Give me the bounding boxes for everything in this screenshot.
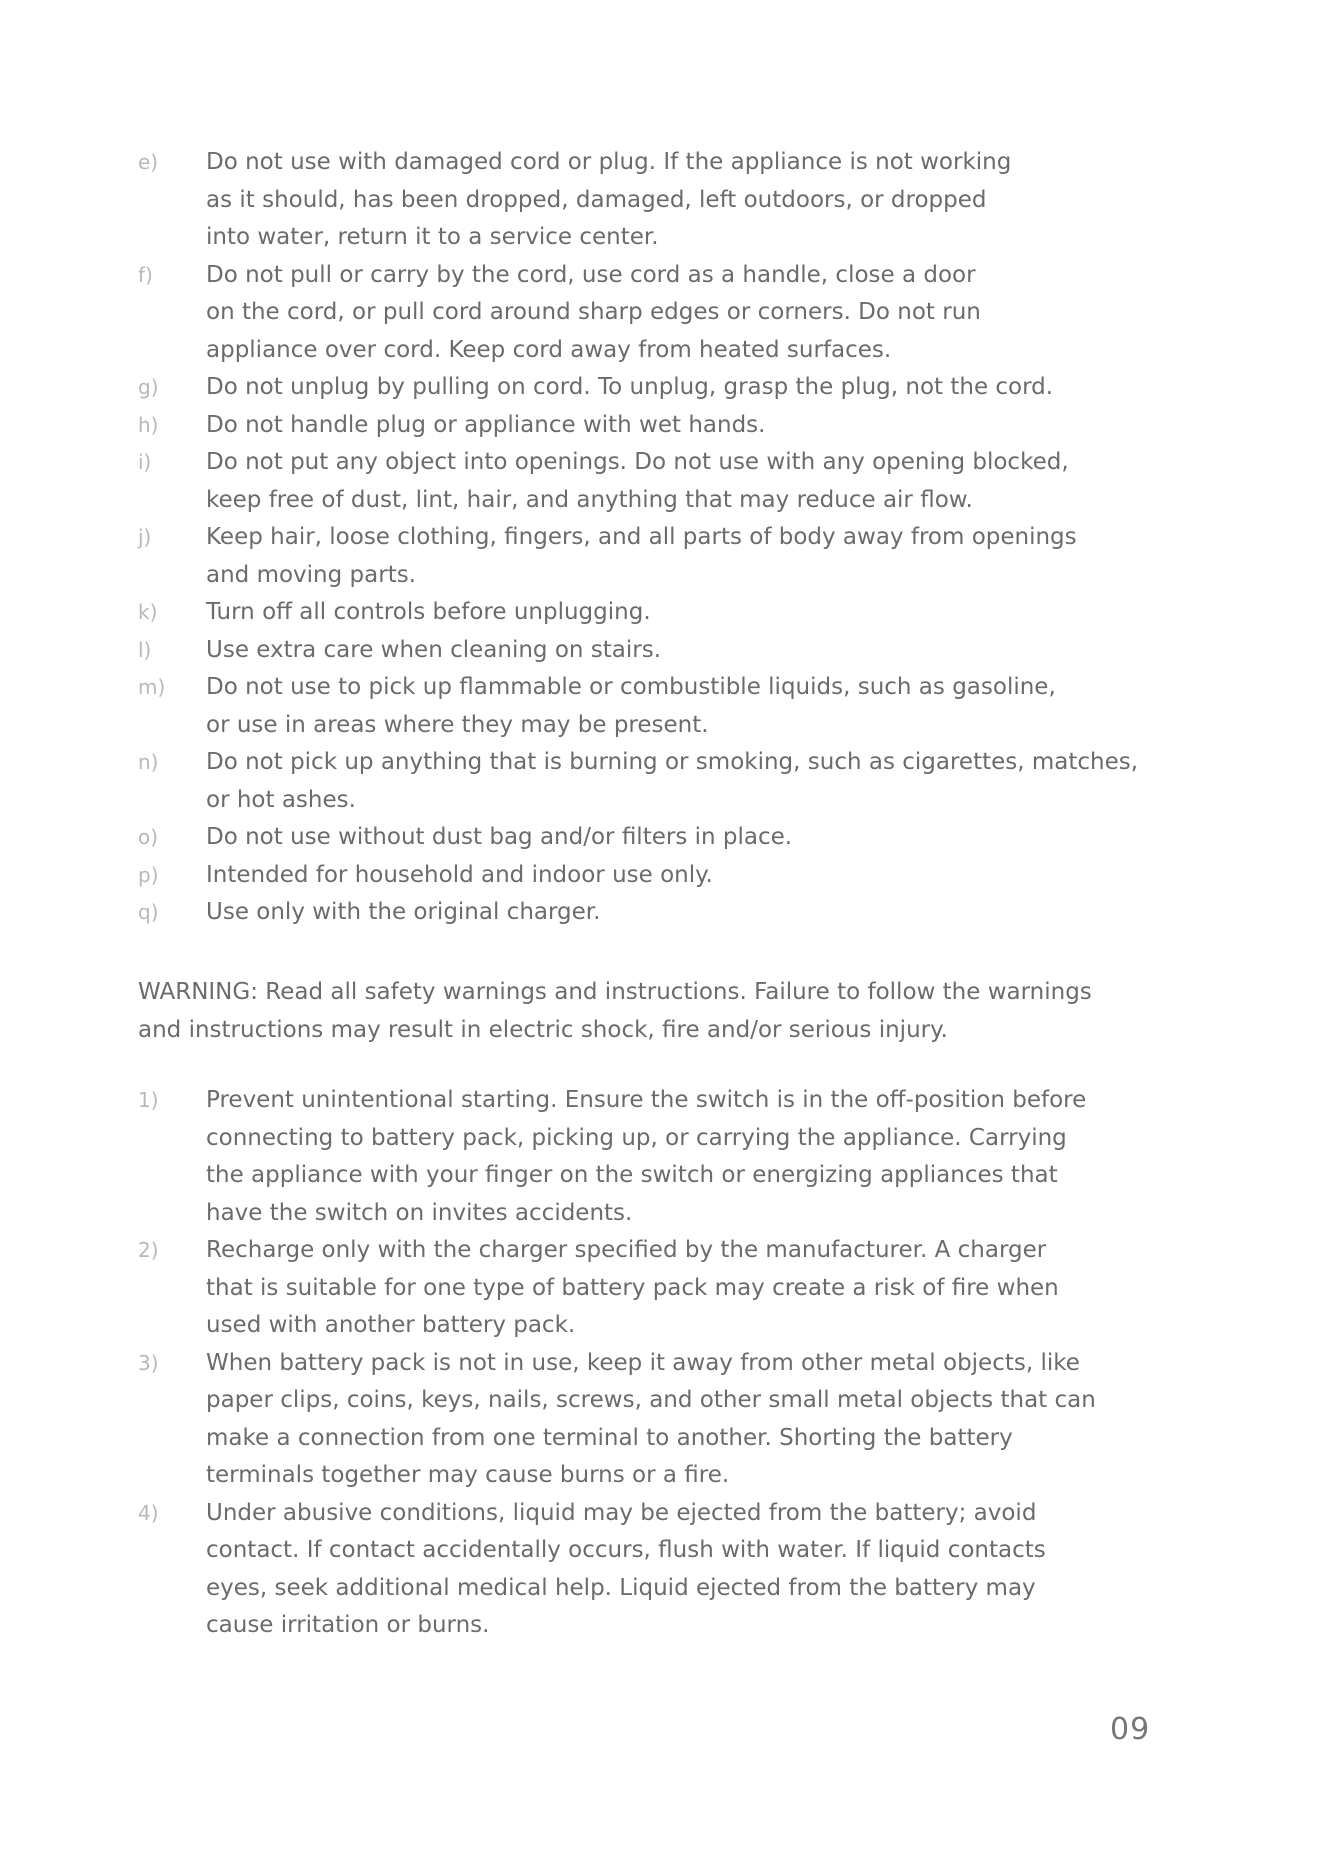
list-marker: m) bbox=[138, 675, 166, 699]
list-item bbox=[138, 519, 1248, 594]
list-item bbox=[138, 1495, 1248, 1645]
list-item-text: Use only with the original charger. bbox=[206, 899, 601, 925]
list-item-text: Do not handle plug or appliance with wet hands. bbox=[206, 411, 766, 438]
list-marker: g) bbox=[138, 375, 159, 399]
list-item-text: Do not pull or carry by the cord, use cord as a handle, close a door on the cord, or pull cord around sharp edges or corners. Do not run appliance over cord. Keep cord away from heated surfaces. bbox=[206, 261, 981, 363]
list-item-text: Prevent unintentional starting. Ensure the switch is in the off-position before connecting to battery pack, picking up, or carrying the appliance. Carrying the appliance with your finger on the switch or energizing appliances that have the switch on invites accidents. bbox=[206, 1087, 1087, 1226]
list-item bbox=[138, 669, 1248, 744]
list-marker: k) bbox=[138, 600, 158, 624]
warning-paragraph: WARNING: Read all safety warnings and instructions. Failure to follow the warnings and instructions may result in electric shock, fire and/or serious injury. bbox=[138, 979, 1092, 1043]
list-item-text: Use extra care when cleaning on stairs. bbox=[206, 636, 662, 663]
list-item bbox=[138, 1345, 1248, 1495]
list-item-text: Do not pick up anything that is burning or smoking, such as cigarettes, matches, or hot ashes. bbox=[206, 749, 1139, 813]
page-number: 09 bbox=[1110, 1712, 1151, 1747]
list-marker: o) bbox=[138, 825, 159, 849]
list-item-text: Keep hair, loose clothing, fingers, and all parts of body away from openings and moving parts. bbox=[206, 524, 1077, 588]
list-marker: j) bbox=[138, 525, 152, 549]
list-item bbox=[138, 632, 1248, 670]
list-marker: f) bbox=[138, 262, 153, 287]
list-marker: 3) bbox=[138, 1350, 159, 1375]
list-marker: 4) bbox=[138, 1500, 159, 1525]
list-item-text: Turn off all controls before unplugging. bbox=[206, 599, 651, 625]
list-marker: h) bbox=[138, 412, 159, 437]
list-item-text: Do not unplug by pulling on cord. To unplug, grasp the plug, not the cord. bbox=[206, 374, 1054, 400]
list-marker: n) bbox=[138, 750, 159, 774]
list-item-text: Recharge only with the charger specified by the manufacturer. A charger that is suitable for one type of battery pack may create a risk of fire when used with another battery pack. bbox=[206, 1237, 1059, 1338]
list-item bbox=[138, 857, 1248, 895]
list-item-text: When battery pack is not in use, keep it away from other metal objects, like paper clips, coins, keys, nails, screws, and other small metal objects that can make a connection from one terminal to another. Shorting the battery terminals together may cause burns or a fire. bbox=[206, 1349, 1096, 1488]
list-item-text: Do not use with damaged cord or plug. If the appliance is not working as it should, has been dropped, damaged, left outdoors, or dropped into water, return it to a service center. bbox=[206, 149, 1012, 250]
list-item bbox=[138, 744, 1248, 819]
list-item-text: Intended for household and indoor use only. bbox=[206, 861, 713, 888]
list-item bbox=[138, 819, 1248, 857]
list-item bbox=[138, 369, 1248, 407]
list-item bbox=[138, 144, 1248, 257]
list-marker: q) bbox=[138, 900, 159, 924]
list-marker: p) bbox=[138, 862, 159, 887]
list-item bbox=[138, 444, 1248, 519]
list-item-text: Do not put any object into openings. Do not use with any opening blocked, keep free of dust, lint, hair, and anything that may reduce air flow. bbox=[206, 449, 1069, 513]
list-item-text: Do not use to pick up flammable or combustible liquids, such as gasoline, or use in areas where they may be present. bbox=[206, 674, 1056, 738]
list-item-text: Under abusive conditions, liquid may be ejected from the battery; avoid contact. If contact accidentally occurs, flush with water. If liquid contacts eyes, seek additional medical help. Liquid ejected from the battery may cause irritation or burns. bbox=[206, 1499, 1046, 1638]
list-item bbox=[138, 894, 1248, 932]
list-item bbox=[138, 407, 1248, 445]
list-item bbox=[138, 1232, 1248, 1345]
list-marker: e) bbox=[138, 150, 159, 174]
list-marker: 1) bbox=[138, 1088, 159, 1112]
list-item bbox=[138, 257, 1248, 370]
list-item bbox=[138, 594, 1248, 632]
list-marker: l) bbox=[138, 637, 152, 662]
list-marker: 2) bbox=[138, 1238, 159, 1262]
battery-safety-list bbox=[138, 1082, 1248, 1645]
list-item bbox=[138, 1082, 1248, 1232]
list-marker: i) bbox=[138, 450, 152, 474]
safety-instructions-list bbox=[138, 144, 1248, 932]
list-item-text: Do not use without dust bag and/or filters in place. bbox=[206, 824, 793, 850]
